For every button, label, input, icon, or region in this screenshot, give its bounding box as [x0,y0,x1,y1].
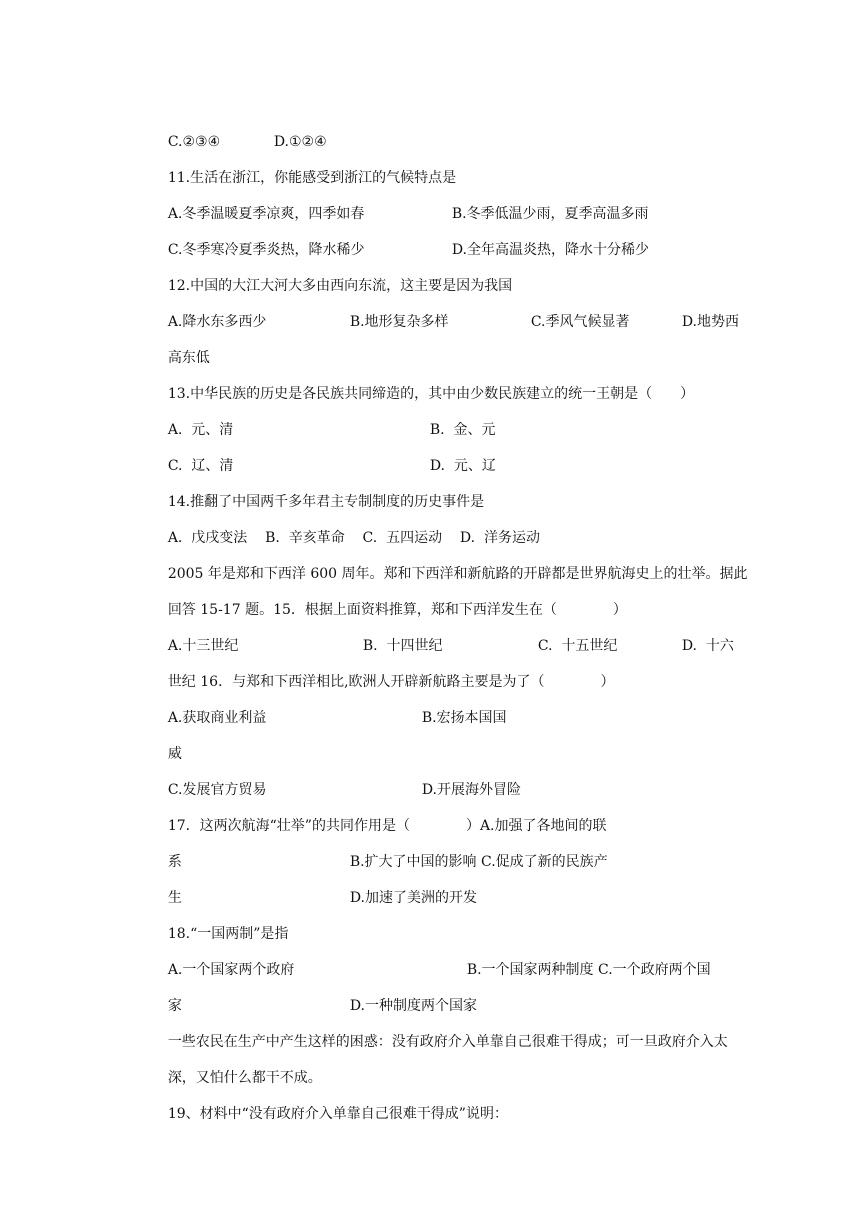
option-row [332,868,477,928]
option-row [404,688,507,748]
options-abcd: A. 戊戌变法 B. 辛亥革命 C. 五四运动 D. 洋务运动 [167,530,540,546]
text-continuation: 系 [167,854,182,870]
option-c: C.②③④ [167,134,221,150]
option-d: D.一种制度两个国家 [349,998,477,1014]
option-b: B.宏扬本国国 [421,710,507,726]
option-c: C.冬季寒冷夏季炎热，降水稀少 [167,242,365,258]
text-continuation: 家 [167,998,182,1014]
paragraph-text: 2005 年是郑和下西洋 600 周年。郑和下西洋和新航路的开辟都是世界航海史上的壮举。据此 [167,566,748,582]
text-continuation: 高东低 [167,350,210,366]
option-d: D.全年高温炎热，降水十分稀少 [451,242,649,258]
option-d: D.①②④ [273,134,327,150]
question-text: 14.推翻了中国两千多年君主专制制度的历史事件是 [167,494,485,510]
question-text: 17．这两次航海“壮举”的共同作用是（ ）A.加强了各地间的联 [167,818,607,834]
paragraph-text: 一些农民在生产中产生这样的困惑：没有政府介入单靠自己很难干得成；可一旦政府介入太 [167,1034,728,1050]
option-a: A. 元、清 [167,422,234,438]
option-row [513,292,629,352]
option-d: D.加速了美洲的开发 [349,890,477,906]
option-d: D. 十六 [681,638,734,654]
option-a: A.一个国家两个政府 [167,962,295,978]
option-c: C.发展官方贸易 [167,782,267,798]
option-b: B. 金、元 [429,422,496,438]
question-text: 12.中国的大江大河大多由西向东流，这主要是因为我国 [167,278,513,294]
question-text: 19、材料中“没有政府介入单靠自己很难干得成”说明： [167,1106,508,1122]
option-c: C.季风气候显著 [530,314,630,330]
option-b-c: B.一个国家两种制度 C.一个政府两个国 [466,962,711,978]
option-b: B.冬季低温少雨，夏季高温多雨 [451,206,649,222]
option-a: A.十三世纪 [167,638,239,654]
option-row [664,292,739,352]
question-text: 回答 15-17 题。15．根据上面资料推算，郑和下西洋发生在（ ） [167,602,627,618]
option-c: C. 辽、清 [167,458,234,474]
option-d: D.开展海外冒险 [421,782,521,798]
question-text: 世纪 16．与郑和下西洋相比,欧洲人开辟新航路主要是为了（ ） [167,674,615,690]
text-continuation: 生 [167,890,182,906]
paragraph-text: 深，又怕什么都干不成。 [167,1070,322,1086]
question-19 [150,1084,508,1144]
question-text: 11.生活在浙江，你能感受到浙江的气候特点是 [167,170,457,186]
option-row [449,940,711,1000]
option-d: D.地势西 [681,314,739,330]
option-b: B.地形复杂多样 [349,314,449,330]
option-c: C. 十五世纪 [537,638,618,654]
option-d: D. 元、辽 [429,458,496,474]
question-text: 13.中华民族的历史是各民族共同缔造的，其中由少数民族建立的统一王朝是（ ） [167,386,695,402]
question-text: 18.“一国两制”是指 [167,926,289,942]
option-a: A.获取商业利益 [167,710,267,726]
option-row [332,292,449,352]
option-a: A.冬季温暖夏季凉爽，四季如春 [167,206,365,222]
option-row [664,616,734,676]
text-continuation: 威 [167,746,182,762]
option-b-c: B.扩大了中国的影响 C.促成了新的民族产 [349,854,608,870]
option-b: B. 十四世纪 [362,638,443,654]
option-a: A.降水东多西少 [167,314,267,330]
